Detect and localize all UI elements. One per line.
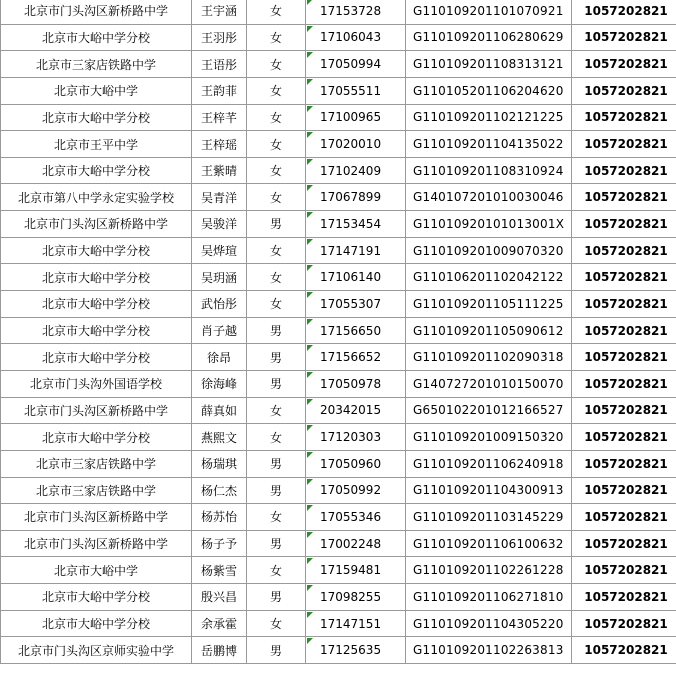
- gender-cell: 男: [247, 584, 306, 611]
- table-row: [1, 24, 676, 51]
- national-id-cell: G110105201106204620: [406, 77, 572, 104]
- gender-cell: 男: [247, 344, 306, 371]
- student-id-cell: 17106043: [306, 24, 406, 51]
- national-id-cell: G110109201104300913: [406, 477, 572, 504]
- name-cell: 杨子予: [192, 530, 247, 557]
- code-cell: 1057202821: [572, 370, 676, 397]
- name-cell: 殷兴昌: [192, 584, 247, 611]
- school-cell: 北京市门头沟区新桥路中学: [1, 530, 192, 557]
- gender-cell: 男: [247, 637, 306, 664]
- table-row: [1, 264, 676, 291]
- student-id-cell: 17153728: [306, 0, 406, 24]
- national-id-cell: G110109201106240918: [406, 450, 572, 477]
- school-cell: 北京市门头沟区京师实验中学: [1, 637, 192, 664]
- national-id-cell: G110109201104135022: [406, 131, 572, 158]
- name-cell: 吴烨瑄: [192, 237, 247, 264]
- name-cell: 武怡彤: [192, 291, 247, 318]
- school-cell: 北京市大峪中学分校: [1, 104, 192, 131]
- student-id-cell: 17120303: [306, 424, 406, 451]
- name-cell: 徐昂: [192, 344, 247, 371]
- national-id-cell: G110109201102090318: [406, 344, 572, 371]
- gender-cell: 女: [247, 0, 306, 24]
- name-cell: 王韵菲: [192, 77, 247, 104]
- national-id-cell: G110109201104305220: [406, 610, 572, 637]
- gender-cell: 女: [247, 237, 306, 264]
- gender-cell: 女: [247, 104, 306, 131]
- table-row: [1, 584, 676, 611]
- name-cell: 吴骏洋: [192, 211, 247, 238]
- student-id-cell: 17159481: [306, 557, 406, 584]
- name-cell: 杨苏怡: [192, 504, 247, 531]
- name-cell: 吴青洋: [192, 184, 247, 211]
- name-cell: 余承霍: [192, 610, 247, 637]
- school-cell: 北京市门头沟区新桥路中学: [1, 0, 192, 24]
- school-cell: 北京市大峪中学分校: [1, 610, 192, 637]
- table-row: [1, 557, 676, 584]
- table-row: [1, 104, 676, 131]
- school-cell: 北京市大峪中学分校: [1, 24, 192, 51]
- name-cell: 王梓芊: [192, 104, 247, 131]
- school-cell: 北京市大峪中学分校: [1, 584, 192, 611]
- student-id-cell: 17100965: [306, 104, 406, 131]
- code-cell: 1057202821: [572, 0, 676, 24]
- table-row: [1, 184, 676, 211]
- name-cell: 王宇涵: [192, 0, 247, 24]
- name-cell: 杨紫雪: [192, 557, 247, 584]
- table-row: [1, 637, 676, 664]
- code-cell: 1057202821: [572, 317, 676, 344]
- gender-cell: 男: [247, 450, 306, 477]
- table-row: [1, 237, 676, 264]
- code-cell: 1057202821: [572, 424, 676, 451]
- student-id-cell: 17156650: [306, 317, 406, 344]
- student-id-cell: 17102409: [306, 157, 406, 184]
- name-cell: 岳鹏博: [192, 637, 247, 664]
- gender-cell: 男: [247, 211, 306, 238]
- gender-cell: 女: [247, 131, 306, 158]
- national-id-cell: G110109201009070320: [406, 237, 572, 264]
- school-cell: 北京市三家店铁路中学: [1, 450, 192, 477]
- name-cell: 王语彤: [192, 51, 247, 78]
- national-id-cell: G110109201102263813: [406, 637, 572, 664]
- table-row: [1, 344, 676, 371]
- gender-cell: 女: [247, 184, 306, 211]
- national-id-cell: G110109201102121225: [406, 104, 572, 131]
- code-cell: 1057202821: [572, 291, 676, 318]
- national-id-cell: G140727201010150070: [406, 370, 572, 397]
- gender-cell: 女: [247, 557, 306, 584]
- student-id-cell: 17156652: [306, 344, 406, 371]
- school-cell: 北京市王平中学: [1, 131, 192, 158]
- gender-cell: 男: [247, 477, 306, 504]
- roster-body: [1, 0, 676, 664]
- table-row: [1, 530, 676, 557]
- student-id-cell: 17153454: [306, 211, 406, 238]
- code-cell: 1057202821: [572, 450, 676, 477]
- code-cell: 1057202821: [572, 157, 676, 184]
- name-cell: 燕熙文: [192, 424, 247, 451]
- gender-cell: 女: [247, 51, 306, 78]
- code-cell: 1057202821: [572, 104, 676, 131]
- national-id-cell: G110109201106271810: [406, 584, 572, 611]
- national-id-cell: G110109201101070921: [406, 0, 572, 24]
- national-id-cell: G110109201108310924: [406, 157, 572, 184]
- code-cell: 1057202821: [572, 557, 676, 584]
- code-cell: 1057202821: [572, 24, 676, 51]
- table-row: [1, 0, 676, 24]
- name-cell: 杨瑞琪: [192, 450, 247, 477]
- code-cell: 1057202821: [572, 504, 676, 531]
- name-cell: 杨仁杰: [192, 477, 247, 504]
- code-cell: 1057202821: [572, 237, 676, 264]
- gender-cell: 女: [247, 264, 306, 291]
- table-row: [1, 424, 676, 451]
- table-row: [1, 450, 676, 477]
- code-cell: 1057202821: [572, 184, 676, 211]
- school-cell: 北京市第八中学永定实验学校: [1, 184, 192, 211]
- table-row: [1, 504, 676, 531]
- code-cell: 1057202821: [572, 264, 676, 291]
- school-cell: 北京市大峪中学分校: [1, 157, 192, 184]
- school-cell: 北京市大峪中学分校: [1, 424, 192, 451]
- student-id-cell: 17125635: [306, 637, 406, 664]
- school-cell: 北京市门头沟外国语学校: [1, 370, 192, 397]
- school-cell: 北京市三家店铁路中学: [1, 51, 192, 78]
- name-cell: 徐海峰: [192, 370, 247, 397]
- table-row: [1, 131, 676, 158]
- national-id-cell: G110109201102261228: [406, 557, 572, 584]
- student-id-cell: 17147151: [306, 610, 406, 637]
- table-row: [1, 157, 676, 184]
- student-id-cell: 20342015: [306, 397, 406, 424]
- national-id-cell: G110109201103145229: [406, 504, 572, 531]
- student-id-cell: 17067899: [306, 184, 406, 211]
- gender-cell: 男: [247, 317, 306, 344]
- code-cell: 1057202821: [572, 51, 676, 78]
- code-cell: 1057202821: [572, 477, 676, 504]
- national-id-cell: G110109201105111225: [406, 291, 572, 318]
- code-cell: 1057202821: [572, 211, 676, 238]
- school-cell: 北京市门头沟区新桥路中学: [1, 397, 192, 424]
- table-row: [1, 291, 676, 318]
- national-id-cell: G140107201010030046: [406, 184, 572, 211]
- national-id-cell: G110109201105090612: [406, 317, 572, 344]
- student-id-cell: 17147191: [306, 237, 406, 264]
- school-cell: 北京市大峪中学分校: [1, 317, 192, 344]
- name-cell: 王羽彤: [192, 24, 247, 51]
- code-cell: 1057202821: [572, 610, 676, 637]
- code-cell: 1057202821: [572, 584, 676, 611]
- code-cell: 1057202821: [572, 344, 676, 371]
- name-cell: 薛真如: [192, 397, 247, 424]
- name-cell: 王梓瑶: [192, 131, 247, 158]
- table-row: [1, 211, 676, 238]
- student-id-cell: 17050960: [306, 450, 406, 477]
- school-cell: 北京市大峪中学分校: [1, 264, 192, 291]
- national-id-cell: G110109201106280629: [406, 24, 572, 51]
- table-row: [1, 77, 676, 104]
- national-id-cell: G650102201012166527: [406, 397, 572, 424]
- school-cell: 北京市门头沟区新桥路中学: [1, 211, 192, 238]
- gender-cell: 男: [247, 530, 306, 557]
- table-row: [1, 51, 676, 78]
- student-id-cell: 17020010: [306, 131, 406, 158]
- student-id-cell: 17050992: [306, 477, 406, 504]
- code-cell: 1057202821: [572, 77, 676, 104]
- gender-cell: 女: [247, 157, 306, 184]
- table-row: [1, 610, 676, 637]
- code-cell: 1057202821: [572, 637, 676, 664]
- national-id-cell: G110109201009150320: [406, 424, 572, 451]
- gender-cell: 女: [247, 77, 306, 104]
- student-id-cell: 17050978: [306, 370, 406, 397]
- name-cell: 吴玥涵: [192, 264, 247, 291]
- national-id-cell: G110106201102042122: [406, 264, 572, 291]
- national-id-cell: G110109201106100632: [406, 530, 572, 557]
- code-cell: 1057202821: [572, 397, 676, 424]
- name-cell: 王紫晴: [192, 157, 247, 184]
- gender-cell: 女: [247, 24, 306, 51]
- school-cell: 北京市门头沟区新桥路中学: [1, 504, 192, 531]
- school-cell: 北京市大峪中学分校: [1, 291, 192, 318]
- national-id-cell: G11010920101013001X: [406, 211, 572, 238]
- gender-cell: 女: [247, 504, 306, 531]
- school-cell: 北京市大峪中学: [1, 557, 192, 584]
- school-cell: 北京市三家店铁路中学: [1, 477, 192, 504]
- student-id-cell: 17050994: [306, 51, 406, 78]
- code-cell: 1057202821: [572, 530, 676, 557]
- gender-cell: 男: [247, 370, 306, 397]
- school-cell: 北京市大峪中学分校: [1, 344, 192, 371]
- student-id-cell: 17106140: [306, 264, 406, 291]
- student-id-cell: 17098255: [306, 584, 406, 611]
- code-cell: 1057202821: [572, 131, 676, 158]
- gender-cell: 女: [247, 291, 306, 318]
- table-row: [1, 370, 676, 397]
- national-id-cell: G110109201108313121: [406, 51, 572, 78]
- table-row: [1, 397, 676, 424]
- student-id-cell: 17055307: [306, 291, 406, 318]
- student-id-cell: 17002248: [306, 530, 406, 557]
- student-id-cell: 17055511: [306, 77, 406, 104]
- school-cell: 北京市大峪中学: [1, 77, 192, 104]
- name-cell: 肖子越: [192, 317, 247, 344]
- table-row: [1, 317, 676, 344]
- school-cell: 北京市大峪中学分校: [1, 237, 192, 264]
- gender-cell: 女: [247, 424, 306, 451]
- gender-cell: 女: [247, 397, 306, 424]
- student-id-cell: 17055346: [306, 504, 406, 531]
- gender-cell: 女: [247, 610, 306, 637]
- table-row: [1, 477, 676, 504]
